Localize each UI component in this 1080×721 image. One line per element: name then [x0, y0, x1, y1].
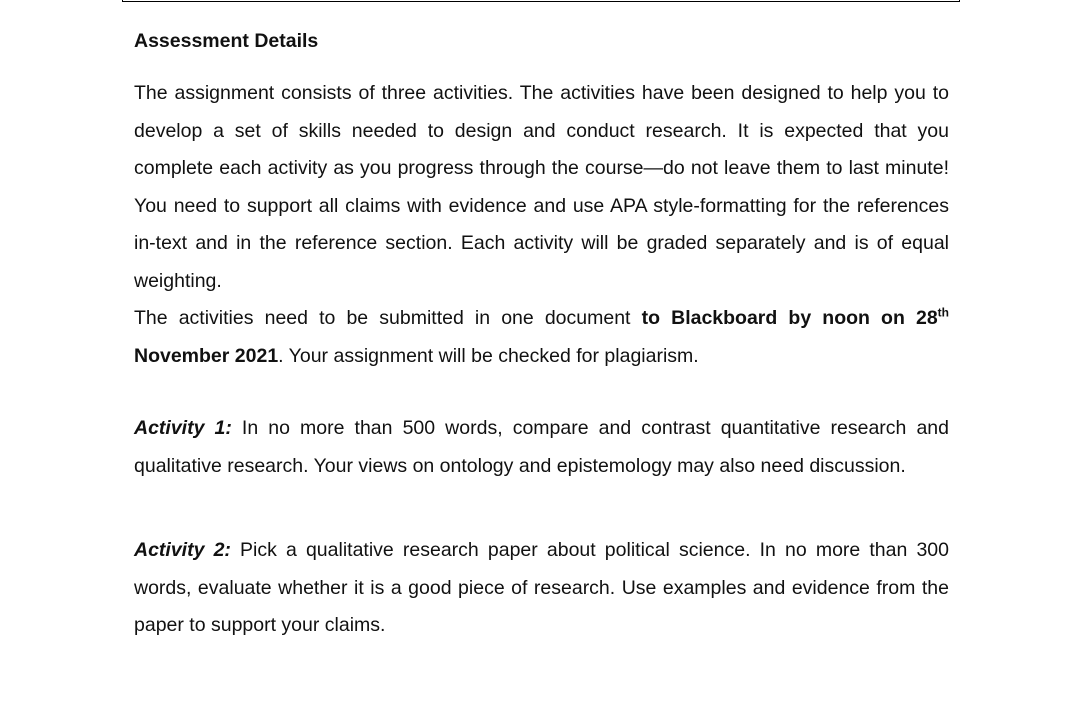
activity-1-text: In no more than 500 words, compare and contrast quantitative research and qualitative research. Your views on ontology and epistemology may also need discussion.	[134, 417, 949, 477]
activity-2-label: Activity 2:	[134, 539, 231, 561]
top-border-box	[122, 0, 960, 2]
activity-1-label: Activity 1:	[134, 417, 232, 439]
submission-text-before: The activities need to be submitted in one document	[134, 307, 642, 329]
submission-deadline: to Blackboard by noon on 28th November 2021	[134, 305, 949, 367]
intro-paragraph: The assignment consists of three activities. The activities have been designed to help you to develop a set of skills needed to design and conduct research. It is expected that you complete each activity as you progress through the course—do not leave them to last minute! You need to support all claims with evidence and use APA style-formatting for the references in-text and in the reference section. Each activity will be graded separately and is of equal weighting.	[134, 82, 949, 292]
document-body	[134, 26, 949, 645]
section-heading: Assessment Details	[134, 30, 319, 52]
submission-paragraph	[134, 300, 949, 375]
activity-2-paragraph	[134, 532, 949, 645]
activity-1-paragraph	[134, 410, 949, 485]
activity-2-text: Pick a qualitative research paper about political science. In no more than 300 words, evaluate whether it is a good piece of research. Use examples and evidence from the paper to support your claims.	[134, 539, 949, 636]
submission-text-after: . Your assignment will be checked for plagiarism.	[278, 344, 699, 367]
